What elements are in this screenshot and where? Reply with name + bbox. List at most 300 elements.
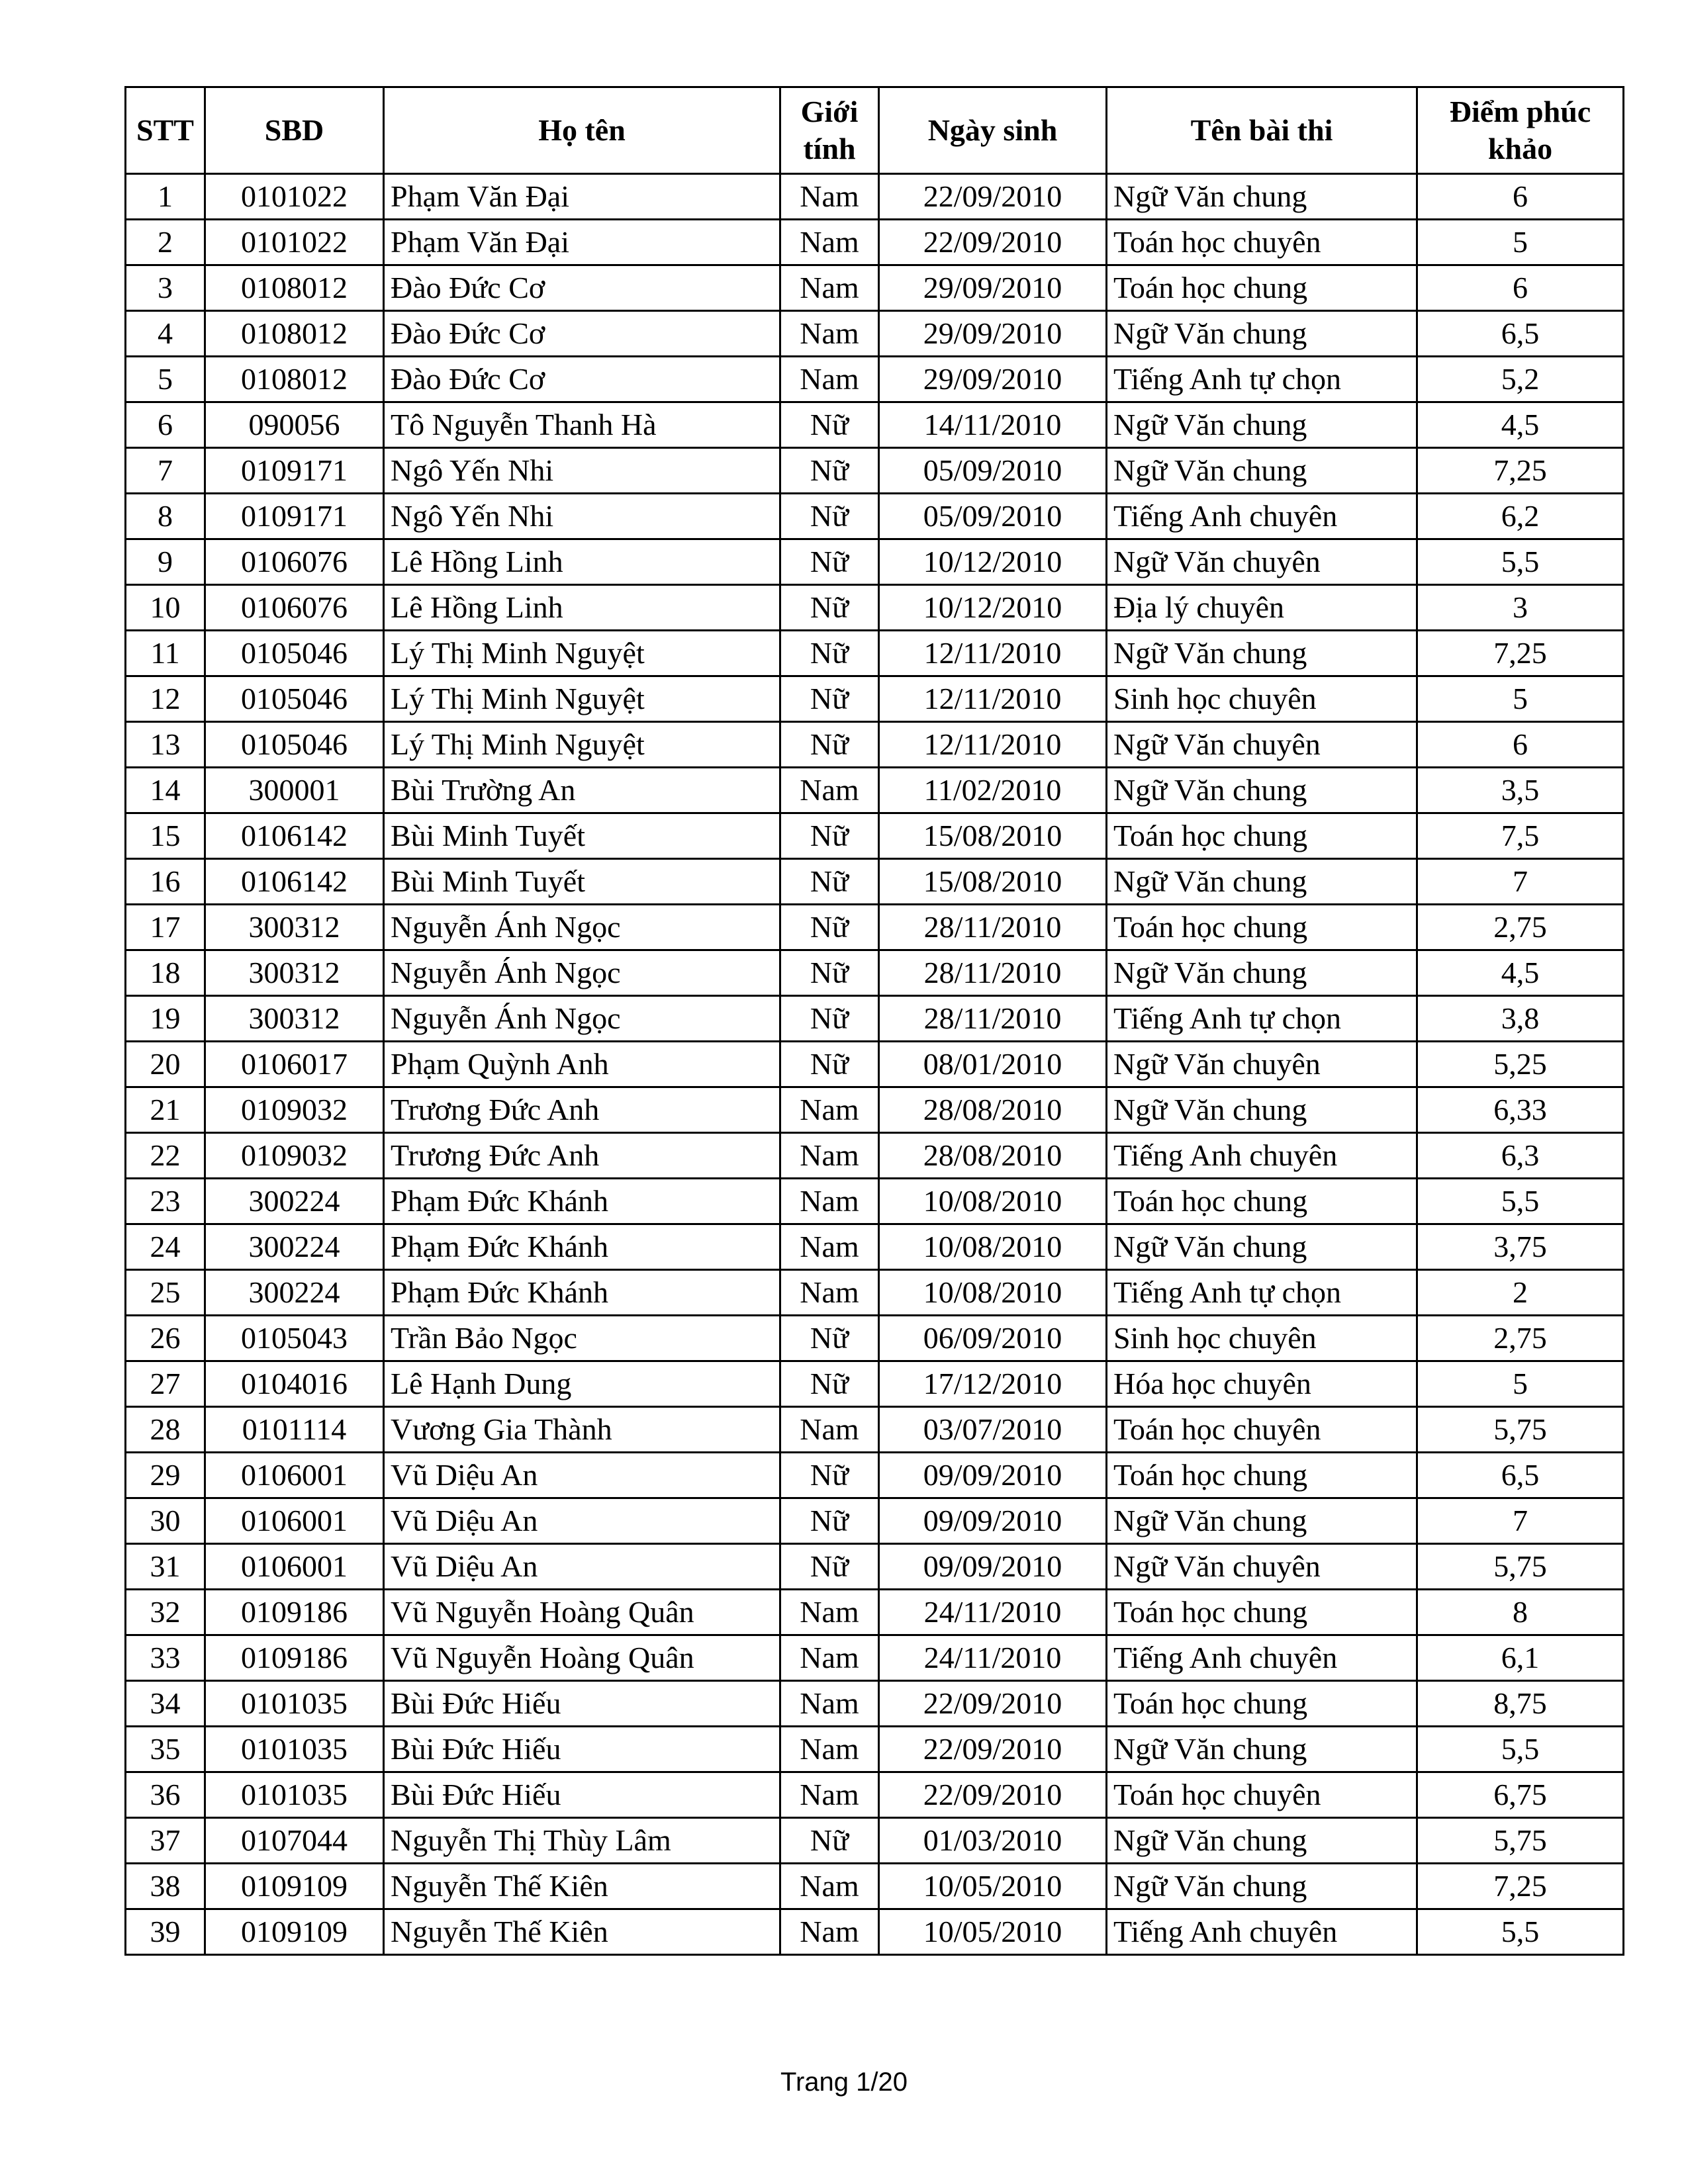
page-number: Trang 1/20 — [780, 2068, 908, 2097]
cell-sbd: 0109109 — [205, 1909, 384, 1955]
cell-score: 3 — [1417, 585, 1624, 631]
cell-exam: Ngữ Văn chuyên — [1107, 1042, 1417, 1087]
cell-score: 8 — [1417, 1590, 1624, 1635]
table-header-row — [126, 87, 1624, 174]
table-row — [126, 859, 1624, 905]
cell-stt: 31 — [126, 1544, 205, 1590]
cell-dob: 28/11/2010 — [879, 996, 1107, 1042]
cell-gender: Nữ — [780, 1498, 879, 1544]
cell-score: 6,5 — [1417, 311, 1624, 357]
cell-dob: 28/08/2010 — [879, 1087, 1107, 1133]
cell-name: Đào Đức Cơ — [384, 311, 780, 357]
header-score — [1417, 87, 1624, 174]
cell-name: Nguyễn Thị Thùy Lâm — [384, 1818, 780, 1864]
cell-exam: Toán học chung — [1107, 1590, 1417, 1635]
cell-sbd: 300312 — [205, 905, 384, 950]
cell-exam: Ngữ Văn chuyên — [1107, 1544, 1417, 1590]
cell-gender: Nam — [780, 768, 879, 813]
table-row — [126, 539, 1624, 585]
cell-dob: 22/09/2010 — [879, 1772, 1107, 1818]
table-row — [126, 357, 1624, 402]
cell-exam: Tiếng Anh tự chọn — [1107, 357, 1417, 402]
cell-stt: 34 — [126, 1681, 205, 1727]
cell-sbd: 0101035 — [205, 1727, 384, 1772]
header-stt: STT — [126, 87, 205, 174]
cell-sbd: 0106142 — [205, 813, 384, 859]
header-dob: Ngày sinh — [879, 87, 1107, 174]
cell-exam: Toán học chuyên — [1107, 1772, 1417, 1818]
cell-exam: Tiếng Anh tự chọn — [1107, 996, 1417, 1042]
cell-sbd: 0109171 — [205, 494, 384, 539]
cell-sbd: 0106076 — [205, 585, 384, 631]
cell-score: 5,25 — [1417, 1042, 1624, 1087]
cell-sbd: 300224 — [205, 1224, 384, 1270]
cell-gender: Nam — [780, 1864, 879, 1909]
cell-exam: Toán học chuyên — [1107, 1407, 1417, 1453]
cell-dob: 11/02/2010 — [879, 768, 1107, 813]
cell-stt: 18 — [126, 950, 205, 996]
cell-gender: Nam — [780, 1133, 879, 1179]
cell-exam: Ngữ Văn chung — [1107, 448, 1417, 494]
cell-score: 6 — [1417, 174, 1624, 220]
cell-dob: 28/11/2010 — [879, 950, 1107, 996]
cell-stt: 26 — [126, 1316, 205, 1361]
cell-score: 6,3 — [1417, 1133, 1624, 1179]
cell-dob: 14/11/2010 — [879, 402, 1107, 448]
cell-gender: Nữ — [780, 676, 879, 722]
table-row — [126, 1681, 1624, 1727]
cell-sbd: 0109186 — [205, 1590, 384, 1635]
cell-sbd: 0104016 — [205, 1361, 384, 1407]
cell-sbd: 0106001 — [205, 1498, 384, 1544]
cell-dob: 24/11/2010 — [879, 1590, 1107, 1635]
cell-stt: 2 — [126, 220, 205, 265]
cell-score: 6,75 — [1417, 1772, 1624, 1818]
cell-sbd: 0105046 — [205, 631, 384, 676]
cell-dob: 09/09/2010 — [879, 1498, 1107, 1544]
table-body — [126, 174, 1624, 1955]
cell-gender: Nữ — [780, 722, 879, 768]
cell-stt: 24 — [126, 1224, 205, 1270]
cell-stt: 5 — [126, 357, 205, 402]
cell-exam: Hóa học chuyên — [1107, 1361, 1417, 1407]
cell-exam: Toán học chung — [1107, 1179, 1417, 1224]
cell-dob: 22/09/2010 — [879, 1727, 1107, 1772]
header-gender-line1: Giới — [800, 95, 859, 128]
cell-name: Bùi Trường An — [384, 768, 780, 813]
cell-score: 4,5 — [1417, 950, 1624, 996]
cell-stt: 11 — [126, 631, 205, 676]
cell-exam: Toán học chung — [1107, 1681, 1417, 1727]
cell-dob: 10/05/2010 — [879, 1864, 1107, 1909]
cell-gender: Nữ — [780, 539, 879, 585]
cell-name: Nguyễn Ánh Ngọc — [384, 996, 780, 1042]
header-gender-line2: tính — [803, 132, 856, 165]
cell-name: Ngô Yến Nhi — [384, 494, 780, 539]
table-row — [126, 1042, 1624, 1087]
cell-gender: Nam — [780, 1270, 879, 1316]
cell-sbd: 0106017 — [205, 1042, 384, 1087]
table-row — [126, 265, 1624, 311]
cell-gender: Nam — [780, 1772, 879, 1818]
cell-stt: 17 — [126, 905, 205, 950]
cell-gender: Nữ — [780, 813, 879, 859]
cell-gender: Nữ — [780, 1316, 879, 1361]
table-row — [126, 631, 1624, 676]
cell-score: 3,75 — [1417, 1224, 1624, 1270]
cell-gender: Nam — [780, 1727, 879, 1772]
cell-sbd: 0101022 — [205, 174, 384, 220]
cell-score: 5 — [1417, 676, 1624, 722]
table-row — [126, 402, 1624, 448]
cell-score: 7,25 — [1417, 1864, 1624, 1909]
cell-gender: Nam — [780, 220, 879, 265]
cell-stt: 15 — [126, 813, 205, 859]
cell-exam: Sinh học chuyên — [1107, 676, 1417, 722]
cell-sbd: 0109186 — [205, 1635, 384, 1681]
cell-score: 6,33 — [1417, 1087, 1624, 1133]
cell-stt: 21 — [126, 1087, 205, 1133]
cell-sbd: 300312 — [205, 996, 384, 1042]
header-exam: Tên bài thi — [1107, 87, 1417, 174]
cell-score: 5,75 — [1417, 1818, 1624, 1864]
cell-score: 4,5 — [1417, 402, 1624, 448]
cell-stt: 23 — [126, 1179, 205, 1224]
cell-sbd: 0109032 — [205, 1087, 384, 1133]
table-row — [126, 1635, 1624, 1681]
cell-stt: 36 — [126, 1772, 205, 1818]
cell-sbd: 0109171 — [205, 448, 384, 494]
header-name: Họ tên — [384, 87, 780, 174]
cell-gender: Nam — [780, 1681, 879, 1727]
cell-exam: Ngữ Văn chung — [1107, 1087, 1417, 1133]
cell-dob: 29/09/2010 — [879, 357, 1107, 402]
results-table — [124, 86, 1624, 1956]
cell-exam: Ngữ Văn chung — [1107, 1498, 1417, 1544]
header-gender — [780, 87, 879, 174]
cell-exam: Tiếng Anh tự chọn — [1107, 1270, 1417, 1316]
cell-name: Bùi Minh Tuyết — [384, 859, 780, 905]
cell-dob: 03/07/2010 — [879, 1407, 1107, 1453]
cell-dob: 12/11/2010 — [879, 676, 1107, 722]
cell-sbd: 0105046 — [205, 676, 384, 722]
cell-exam: Ngữ Văn chung — [1107, 1224, 1417, 1270]
cell-gender: Nam — [780, 1224, 879, 1270]
cell-dob: 17/12/2010 — [879, 1361, 1107, 1407]
cell-score: 6,5 — [1417, 1453, 1624, 1498]
cell-gender: Nữ — [780, 905, 879, 950]
header-score-line1: Điểm phúc — [1449, 95, 1591, 128]
cell-sbd: 0105046 — [205, 722, 384, 768]
cell-sbd: 0105043 — [205, 1316, 384, 1361]
cell-stt: 13 — [126, 722, 205, 768]
cell-stt: 35 — [126, 1727, 205, 1772]
cell-stt: 1 — [126, 174, 205, 220]
cell-dob: 10/08/2010 — [879, 1270, 1107, 1316]
cell-stt: 8 — [126, 494, 205, 539]
table-row — [126, 220, 1624, 265]
cell-exam: Toán học chung — [1107, 813, 1417, 859]
cell-gender: Nam — [780, 174, 879, 220]
cell-sbd: 0101035 — [205, 1681, 384, 1727]
cell-dob: 28/08/2010 — [879, 1133, 1107, 1179]
cell-dob: 09/09/2010 — [879, 1544, 1107, 1590]
cell-sbd: 300001 — [205, 768, 384, 813]
table-row — [126, 1133, 1624, 1179]
cell-score: 2,75 — [1417, 1316, 1624, 1361]
cell-exam: Ngữ Văn chung — [1107, 950, 1417, 996]
cell-dob: 24/11/2010 — [879, 1635, 1107, 1681]
cell-name: Lê Hạnh Dung — [384, 1361, 780, 1407]
cell-score: 5,5 — [1417, 539, 1624, 585]
cell-score: 2 — [1417, 1270, 1624, 1316]
cell-name: Lê Hồng Linh — [384, 539, 780, 585]
cell-dob: 10/08/2010 — [879, 1179, 1107, 1224]
cell-sbd: 0101022 — [205, 220, 384, 265]
cell-score: 7 — [1417, 859, 1624, 905]
cell-gender: Nữ — [780, 950, 879, 996]
table-row — [126, 1590, 1624, 1635]
table-row — [126, 1270, 1624, 1316]
cell-sbd: 0106001 — [205, 1544, 384, 1590]
cell-name: Trương Đức Anh — [384, 1133, 780, 1179]
cell-sbd: 300312 — [205, 950, 384, 996]
table-row — [126, 1179, 1624, 1224]
table-row — [126, 1544, 1624, 1590]
cell-exam: Ngữ Văn chung — [1107, 311, 1417, 357]
cell-exam: Ngữ Văn chuyên — [1107, 539, 1417, 585]
cell-name: Bùi Đức Hiếu — [384, 1772, 780, 1818]
cell-exam: Ngữ Văn chung — [1107, 631, 1417, 676]
cell-gender: Nữ — [780, 1818, 879, 1864]
cell-dob: 09/09/2010 — [879, 1453, 1107, 1498]
table-row — [126, 1498, 1624, 1544]
cell-name: Phạm Văn Đại — [384, 220, 780, 265]
cell-stt: 7 — [126, 448, 205, 494]
cell-gender: Nữ — [780, 402, 879, 448]
cell-sbd: 0106076 — [205, 539, 384, 585]
cell-gender: Nữ — [780, 631, 879, 676]
cell-stt: 10 — [126, 585, 205, 631]
cell-stt: 32 — [126, 1590, 205, 1635]
cell-stt: 25 — [126, 1270, 205, 1316]
cell-name: Vương Gia Thành — [384, 1407, 780, 1453]
cell-exam: Toán học chung — [1107, 905, 1417, 950]
cell-gender: Nam — [780, 311, 879, 357]
cell-exam: Ngữ Văn chung — [1107, 768, 1417, 813]
cell-exam: Tiếng Anh chuyên — [1107, 1909, 1417, 1955]
cell-stt: 20 — [126, 1042, 205, 1087]
cell-score: 5,75 — [1417, 1544, 1624, 1590]
cell-dob: 12/11/2010 — [879, 631, 1107, 676]
table-row — [126, 676, 1624, 722]
table-row — [126, 1361, 1624, 1407]
table-row — [126, 448, 1624, 494]
cell-sbd: 0108012 — [205, 265, 384, 311]
table-row — [126, 1909, 1624, 1955]
cell-exam: Ngữ Văn chung — [1107, 859, 1417, 905]
cell-score: 5 — [1417, 1361, 1624, 1407]
cell-dob: 22/09/2010 — [879, 1681, 1107, 1727]
cell-dob: 12/11/2010 — [879, 722, 1107, 768]
cell-exam: Ngữ Văn chung — [1107, 402, 1417, 448]
table-row — [126, 950, 1624, 996]
cell-dob: 29/09/2010 — [879, 265, 1107, 311]
table-row — [126, 1864, 1624, 1909]
table-row — [126, 311, 1624, 357]
cell-name: Nguyễn Thế Kiên — [384, 1909, 780, 1955]
cell-dob: 08/01/2010 — [879, 1042, 1107, 1087]
cell-score: 8,75 — [1417, 1681, 1624, 1727]
cell-gender: Nam — [780, 1087, 879, 1133]
cell-exam: Ngữ Văn chuyên — [1107, 722, 1417, 768]
cell-exam: Toán học chung — [1107, 265, 1417, 311]
table-row — [126, 494, 1624, 539]
cell-stt: 6 — [126, 402, 205, 448]
cell-gender: Nữ — [780, 1453, 879, 1498]
cell-gender: Nam — [780, 1635, 879, 1681]
cell-exam: Toán học chung — [1107, 1453, 1417, 1498]
cell-gender: Nam — [780, 1179, 879, 1224]
cell-sbd: 0109032 — [205, 1133, 384, 1179]
table-row — [126, 1818, 1624, 1864]
cell-name: Trần Bảo Ngọc — [384, 1316, 780, 1361]
cell-score: 7,5 — [1417, 813, 1624, 859]
cell-stt: 33 — [126, 1635, 205, 1681]
cell-stt: 38 — [126, 1864, 205, 1909]
cell-score: 5,2 — [1417, 357, 1624, 402]
cell-score: 6 — [1417, 265, 1624, 311]
cell-name: Nguyễn Ánh Ngọc — [384, 905, 780, 950]
cell-gender: Nữ — [780, 1361, 879, 1407]
table-row — [126, 1727, 1624, 1772]
cell-score: 5,75 — [1417, 1407, 1624, 1453]
cell-score: 7,25 — [1417, 448, 1624, 494]
cell-sbd: 0101114 — [205, 1407, 384, 1453]
cell-name: Phạm Đức Khánh — [384, 1179, 780, 1224]
table-row — [126, 996, 1624, 1042]
cell-score: 7,25 — [1417, 631, 1624, 676]
table-row — [126, 1407, 1624, 1453]
cell-name: Lý Thị Minh Nguyệt — [384, 722, 780, 768]
cell-sbd: 0109109 — [205, 1864, 384, 1909]
cell-stt: 4 — [126, 311, 205, 357]
cell-sbd: 300224 — [205, 1179, 384, 1224]
cell-dob: 28/11/2010 — [879, 905, 1107, 950]
table-row — [126, 768, 1624, 813]
cell-name: Vũ Nguyễn Hoàng Quân — [384, 1635, 780, 1681]
cell-name: Phạm Văn Đại — [384, 174, 780, 220]
cell-score: 7 — [1417, 1498, 1624, 1544]
cell-stt: 3 — [126, 265, 205, 311]
cell-name: Lý Thị Minh Nguyệt — [384, 676, 780, 722]
table-row — [126, 174, 1624, 220]
table-row — [126, 722, 1624, 768]
cell-gender: Nữ — [780, 1042, 879, 1087]
cell-gender: Nam — [780, 1909, 879, 1955]
cell-gender: Nam — [780, 1590, 879, 1635]
cell-dob: 22/09/2010 — [879, 220, 1107, 265]
cell-exam: Toán học chuyên — [1107, 220, 1417, 265]
cell-sbd: 0108012 — [205, 311, 384, 357]
cell-gender: Nam — [780, 1407, 879, 1453]
cell-score: 3,8 — [1417, 996, 1624, 1042]
cell-gender: Nữ — [780, 996, 879, 1042]
cell-stt: 39 — [126, 1909, 205, 1955]
table-row — [126, 905, 1624, 950]
cell-name: Bùi Minh Tuyết — [384, 813, 780, 859]
cell-dob: 10/12/2010 — [879, 585, 1107, 631]
cell-sbd: 0107044 — [205, 1818, 384, 1864]
table-row — [126, 1224, 1624, 1270]
cell-sbd: 0106001 — [205, 1453, 384, 1498]
cell-dob: 05/09/2010 — [879, 494, 1107, 539]
cell-name: Phạm Đức Khánh — [384, 1224, 780, 1270]
cell-dob: 10/08/2010 — [879, 1224, 1107, 1270]
cell-dob: 10/12/2010 — [879, 539, 1107, 585]
cell-stt: 27 — [126, 1361, 205, 1407]
cell-stt: 28 — [126, 1407, 205, 1453]
cell-sbd: 0101035 — [205, 1772, 384, 1818]
cell-stt: 30 — [126, 1498, 205, 1544]
header-sbd: SBD — [205, 87, 384, 174]
cell-name: Lê Hồng Linh — [384, 585, 780, 631]
cell-stt: 22 — [126, 1133, 205, 1179]
cell-name: Lý Thị Minh Nguyệt — [384, 631, 780, 676]
cell-exam: Ngữ Văn chung — [1107, 1818, 1417, 1864]
cell-name: Đào Đức Cơ — [384, 265, 780, 311]
cell-name: Vũ Nguyễn Hoàng Quân — [384, 1590, 780, 1635]
cell-gender: Nữ — [780, 859, 879, 905]
cell-dob: 06/09/2010 — [879, 1316, 1107, 1361]
cell-exam: Sinh học chuyên — [1107, 1316, 1417, 1361]
cell-exam: Ngữ Văn chung — [1107, 1727, 1417, 1772]
cell-exam: Ngữ Văn chung — [1107, 1864, 1417, 1909]
cell-name: Phạm Quỳnh Anh — [384, 1042, 780, 1087]
table-row — [126, 1453, 1624, 1498]
cell-score: 5 — [1417, 220, 1624, 265]
cell-stt: 29 — [126, 1453, 205, 1498]
cell-score: 2,75 — [1417, 905, 1624, 950]
cell-stt: 37 — [126, 1818, 205, 1864]
cell-exam: Địa lý chuyên — [1107, 585, 1417, 631]
cell-stt: 19 — [126, 996, 205, 1042]
cell-score: 5,5 — [1417, 1909, 1624, 1955]
cell-dob: 05/09/2010 — [879, 448, 1107, 494]
cell-score: 6,1 — [1417, 1635, 1624, 1681]
cell-name: Vũ Diệu An — [384, 1498, 780, 1544]
cell-exam: Tiếng Anh chuyên — [1107, 494, 1417, 539]
cell-gender: Nữ — [780, 448, 879, 494]
cell-name: Vũ Diệu An — [384, 1544, 780, 1590]
cell-dob: 01/03/2010 — [879, 1818, 1107, 1864]
table-row — [126, 585, 1624, 631]
cell-exam: Tiếng Anh chuyên — [1107, 1635, 1417, 1681]
cell-dob: 15/08/2010 — [879, 813, 1107, 859]
cell-stt: 9 — [126, 539, 205, 585]
cell-score: 3,5 — [1417, 768, 1624, 813]
cell-name: Bùi Đức Hiếu — [384, 1727, 780, 1772]
cell-gender: Nữ — [780, 585, 879, 631]
cell-sbd: 090056 — [205, 402, 384, 448]
cell-exam: Tiếng Anh chuyên — [1107, 1133, 1417, 1179]
cell-name: Phạm Đức Khánh — [384, 1270, 780, 1316]
cell-sbd: 300224 — [205, 1270, 384, 1316]
cell-name: Tô Nguyễn Thanh Hà — [384, 402, 780, 448]
cell-name: Trương Đức Anh — [384, 1087, 780, 1133]
cell-gender: Nam — [780, 265, 879, 311]
table-row — [126, 1772, 1624, 1818]
